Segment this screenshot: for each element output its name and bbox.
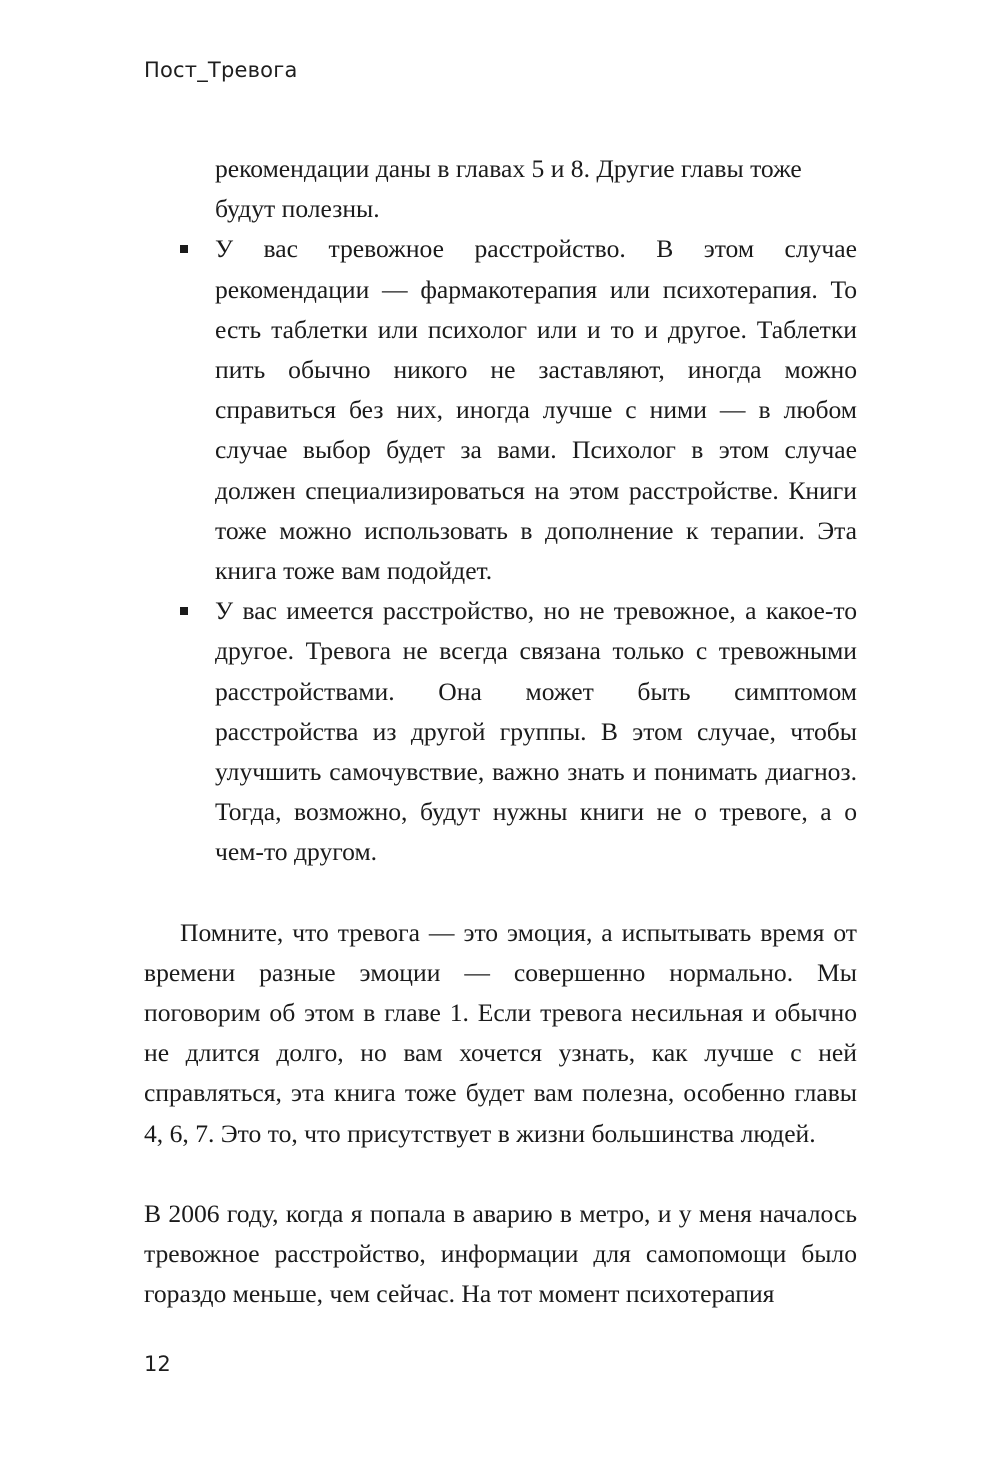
bullet-list	[144, 229, 857, 872]
list-item-text: У вас тревожное расстройство. В этом случае рекомендации — фармакотерапия или психотерапия. То есть таблетки или психолог или и то и другое. Таблетки пить обычно никого не заставляют, иногда можно справиться без них, иногда лучше с ними — в любом случае выбор будет за вами. Психолог в этом случае должен специализироваться на этом расстройстве. Книги тоже можно использовать в дополнение к терапии. Эта книга тоже вам подойдет.	[215, 234, 857, 586]
paragraph: Помните, что тревога — это эмоция, а испытывать время от времени разные эмоции — совершенно нормально. Мы поговорим об этом в главе 1. Если тревога несильная и обычно не длится долго, но вам хочется узнать, как лучше с ней справляться, эта книга тоже будет вам полезна, особенно главы 4, 6, 7. Это то, что присутствует в жизни большинства людей.	[144, 917, 857, 1148]
list-item-text: У вас имеется расстройство, но не тревожное, а какое-то другое. Тревога не всегда связана только с тревожными расстройствами. Она может быть симптомом расстройства из другой группы. В этом случае, чтобы улучшить самочувствие, важно знать и понимать диагноз. Тогда, возможно, будут нужны книги не о тревоге, а о чем-то другом.	[215, 596, 857, 867]
list-item-continuation: рекомендации даны в главах 5 и 8. Другие главы тоже будут полезны.	[215, 154, 802, 224]
square-bullet-icon	[180, 245, 188, 253]
body-text	[144, 149, 857, 1314]
running-header-title: Пост_Тревога	[144, 58, 298, 82]
paragraph: В 2006 году, когда я попала в аварию в метро, и у меня началось тревожное расстройство, информации для самопомощи было гораздо меньше, чем сейчас. На тот момент психотерапия	[144, 1198, 857, 1309]
page-number: 12	[144, 1352, 171, 1376]
square-bullet-icon	[180, 607, 188, 615]
list-item	[144, 591, 857, 872]
list-item	[144, 229, 857, 591]
